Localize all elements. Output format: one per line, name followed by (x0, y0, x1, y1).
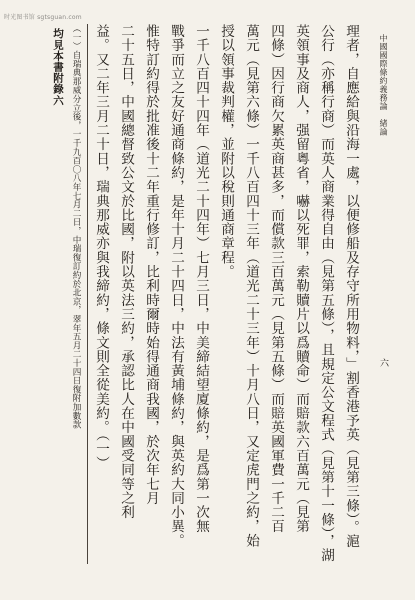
running-head: 中國國際條約義務論 緒論 (379, 34, 388, 136)
body-column-11: 益。又二年三月二十日，瑞典那威亦與我締約，條文則全從美約。（一） (93, 24, 109, 470)
page (33, 24, 393, 582)
body-column-6: 授以領事裁判權，並附以稅則通商章程。 (218, 24, 234, 279)
body-column-4: 四條）因行商欠累英商甚多，而償款三百萬元（見第五條）而賠英國軍費一千二百 (268, 24, 284, 534)
body-column-5: 萬元（見第六條）一千八百四十三年（道光二十三年）十月八日，又定虎門之約，始 (243, 24, 259, 548)
footnote-divider (87, 24, 88, 564)
watermark: 时光图书馆 sgtsguan.com (4, 14, 82, 21)
body-column-8: 戰爭而立之友好通商條約，是年十月二十四日，中法有黃埔條約，與英約大同小異。 (168, 24, 184, 548)
body-column-2: 公行（亦稱行商）而英人商業得自由（見第五條），且規定公文程式（見第十一條），湖 (318, 24, 334, 563)
body-column-7: 一千八百四十四年（道光二十四年）七月三日，中美締結望廈條約，是爲第一次無 (193, 24, 209, 534)
body-column-1: 理者，自應給與沿海一處，以便修船及存守所用物料，」割香港予英（見第三條）。滬 (343, 24, 359, 549)
body-column-3: 英領事及商人，强留粵省，嚇以死罪，索勒贖片以爲贖命）而賠款六百萬元（見第 (293, 24, 309, 534)
footer-reference: 均見本書附錄六 (52, 28, 64, 106)
body-column-9: 惟特訂約得於批准後十二年重行修訂，比利時爾時始得通商我國，於次年七月 (143, 24, 159, 506)
footnote: （一）自瑞典那威分立後，一千九百〇八年七月二日，中瑞復訂約於北京，翠年五月二十四日復附加數款 (71, 24, 81, 429)
page-number: 六 (378, 358, 388, 367)
body-column-10: 二十五日，中國總督致公文於比國，附以英法三約，承認比人在中國受同等之利 (118, 24, 134, 520)
